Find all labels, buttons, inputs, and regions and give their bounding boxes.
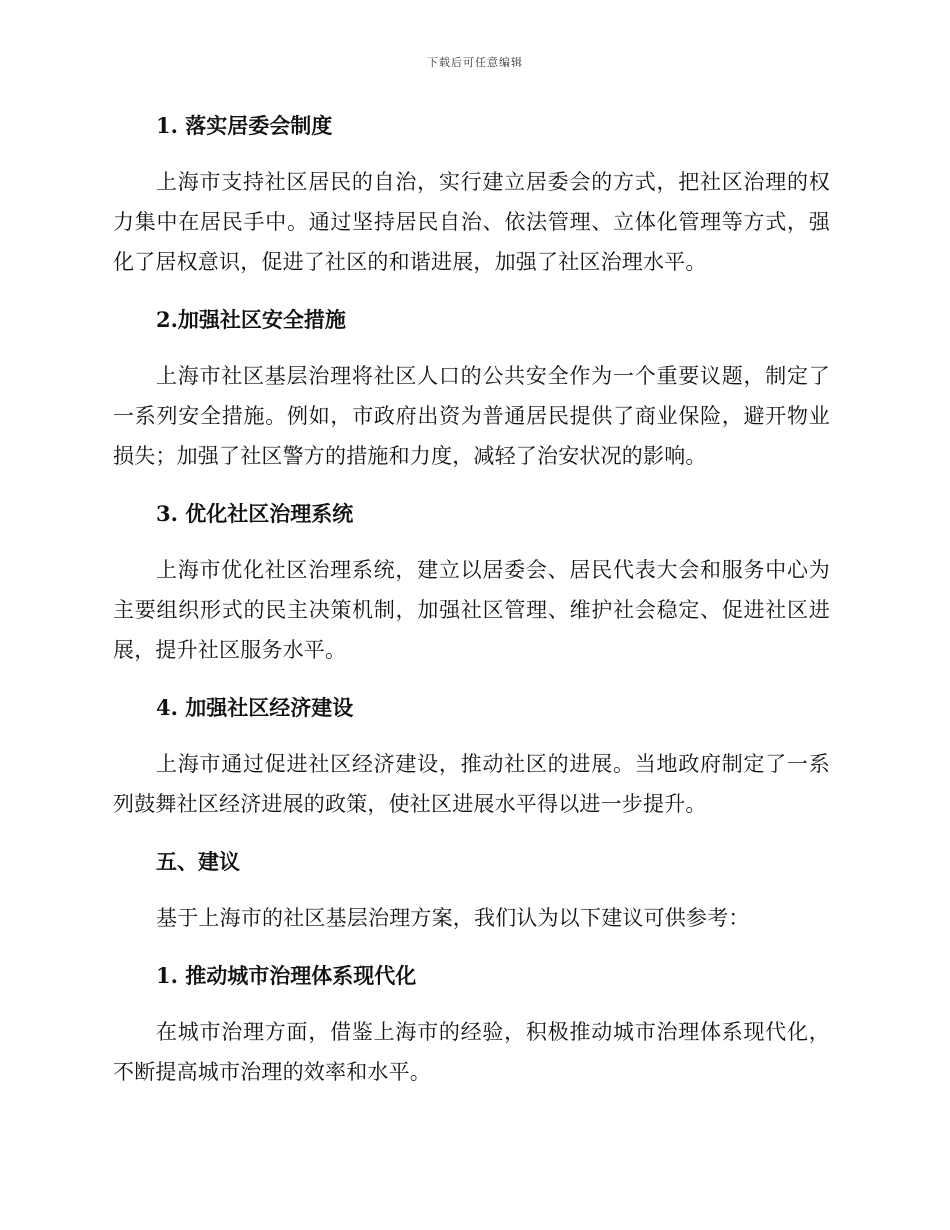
- section-heading: 1. 推动城市治理体系现代化: [156, 963, 417, 988]
- section-paragraph: 在城市治理方面，借鉴上海市的经验，积极推动城市治理体系现代化，不断提高城市治理的效率和水平。: [113, 1020, 830, 1084]
- section: [113, 302, 830, 496]
- section: [113, 690, 830, 844]
- header-note: 下载后可任意编辑: [427, 56, 523, 69]
- document-body: [113, 108, 830, 1092]
- section-heading: 4. 加强社区经济建设: [156, 695, 354, 720]
- section-heading: 3. 优化社区治理系统: [156, 501, 354, 526]
- section: [113, 496, 830, 690]
- section-paragraph: 上海市通过促进社区经济建设，推动社区的进展。当地政府制定了一系列鼓舞社区经济进展的政策，使社区进展水平得以进一步提升。: [113, 752, 830, 816]
- section-heading: 2.加强社区安全措施: [156, 307, 346, 332]
- section-paragraph: 上海市支持社区居民的自治，实行建立居委会的方式，把社区治理的权力集中在居民手中。通过坚持居民自治、依法管理、立体化管理等方式，强化了居权意识，促进了社区的和谐进展，加强了社区治理水平。: [113, 170, 830, 274]
- section-paragraph: 上海市社区基层治理将社区人口的公共安全作为一个重要议题，制定了一系列安全措施。例如，市政府出资为普通居民提供了商业保险，避开物业损失；加强了社区警方的措施和力度，减轻了治安状况的影响。: [113, 364, 830, 468]
- section-heading: 五、建议: [156, 849, 240, 874]
- section-heading: 1. 落实居委会制度: [156, 113, 333, 138]
- section-paragraph: 基于上海市的社区基层治理方案，我们认为以下建议可供参考：: [156, 906, 750, 930]
- section: [113, 958, 830, 1092]
- section: [113, 108, 830, 302]
- section-paragraph: 上海市优化社区治理系统，建立以居委会、居民代表大会和服务中心为主要组织形式的民主决策机制，加强社区管理、维护社会稳定、促进社区进展，提升社区服务水平。: [113, 558, 830, 662]
- section: [113, 844, 830, 958]
